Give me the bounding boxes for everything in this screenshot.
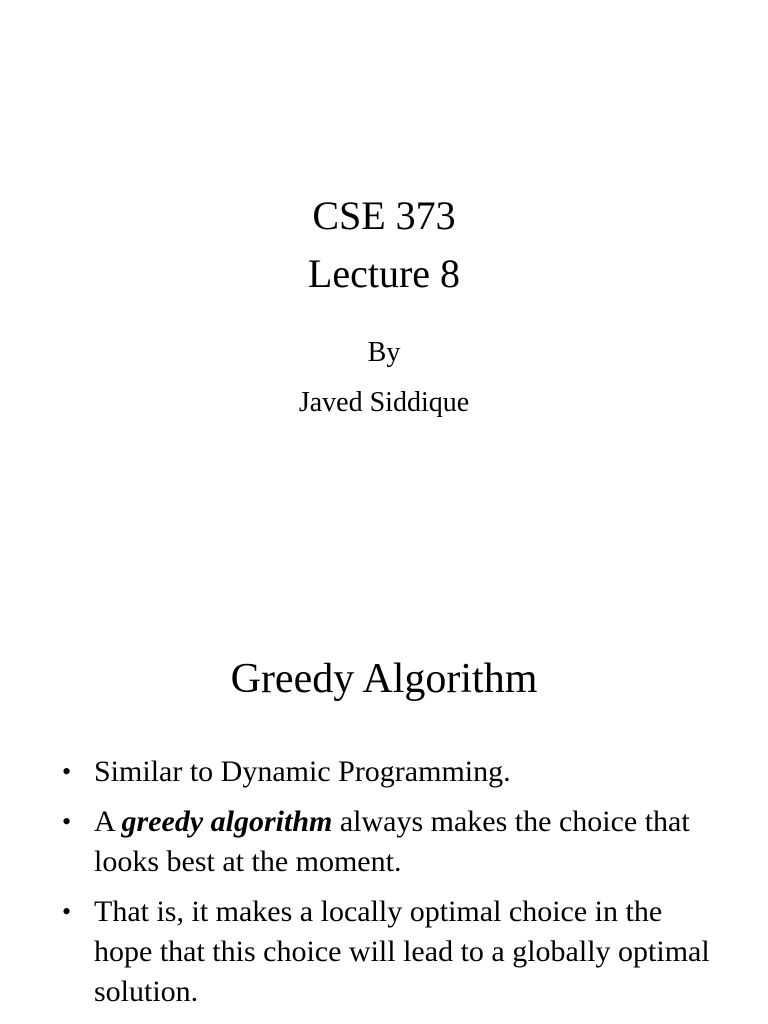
bullet-icon: • xyxy=(62,897,72,926)
course-title: CSE 373 xyxy=(312,193,456,238)
bullet-icon: • xyxy=(62,757,72,786)
bullet-text-suffix: always makes the choice that looks best at the moment. xyxy=(94,805,690,878)
bullet-text-prefix: A xyxy=(94,805,122,838)
bullet-icon: • xyxy=(62,807,72,836)
bullet-text: That is, it makes a locally optimal choice in the hope that this choice will lead to a globally optimal solution. xyxy=(94,895,710,1008)
bullet-emphasis: greedy algorithm xyxy=(121,805,333,838)
bullet-item xyxy=(58,892,718,1012)
content-slide xyxy=(0,512,768,1024)
bullet-text: Similar to Dynamic Programming. xyxy=(94,755,511,788)
lecture-title: Lecture 8 xyxy=(307,251,461,296)
slide-title: Greedy Algorithm xyxy=(230,656,538,702)
by-label: By xyxy=(367,337,401,368)
bullet-item xyxy=(58,752,718,792)
bullet-item xyxy=(58,802,718,882)
author-name: Javed Siddique xyxy=(298,387,470,418)
bullet-list xyxy=(58,752,718,1022)
